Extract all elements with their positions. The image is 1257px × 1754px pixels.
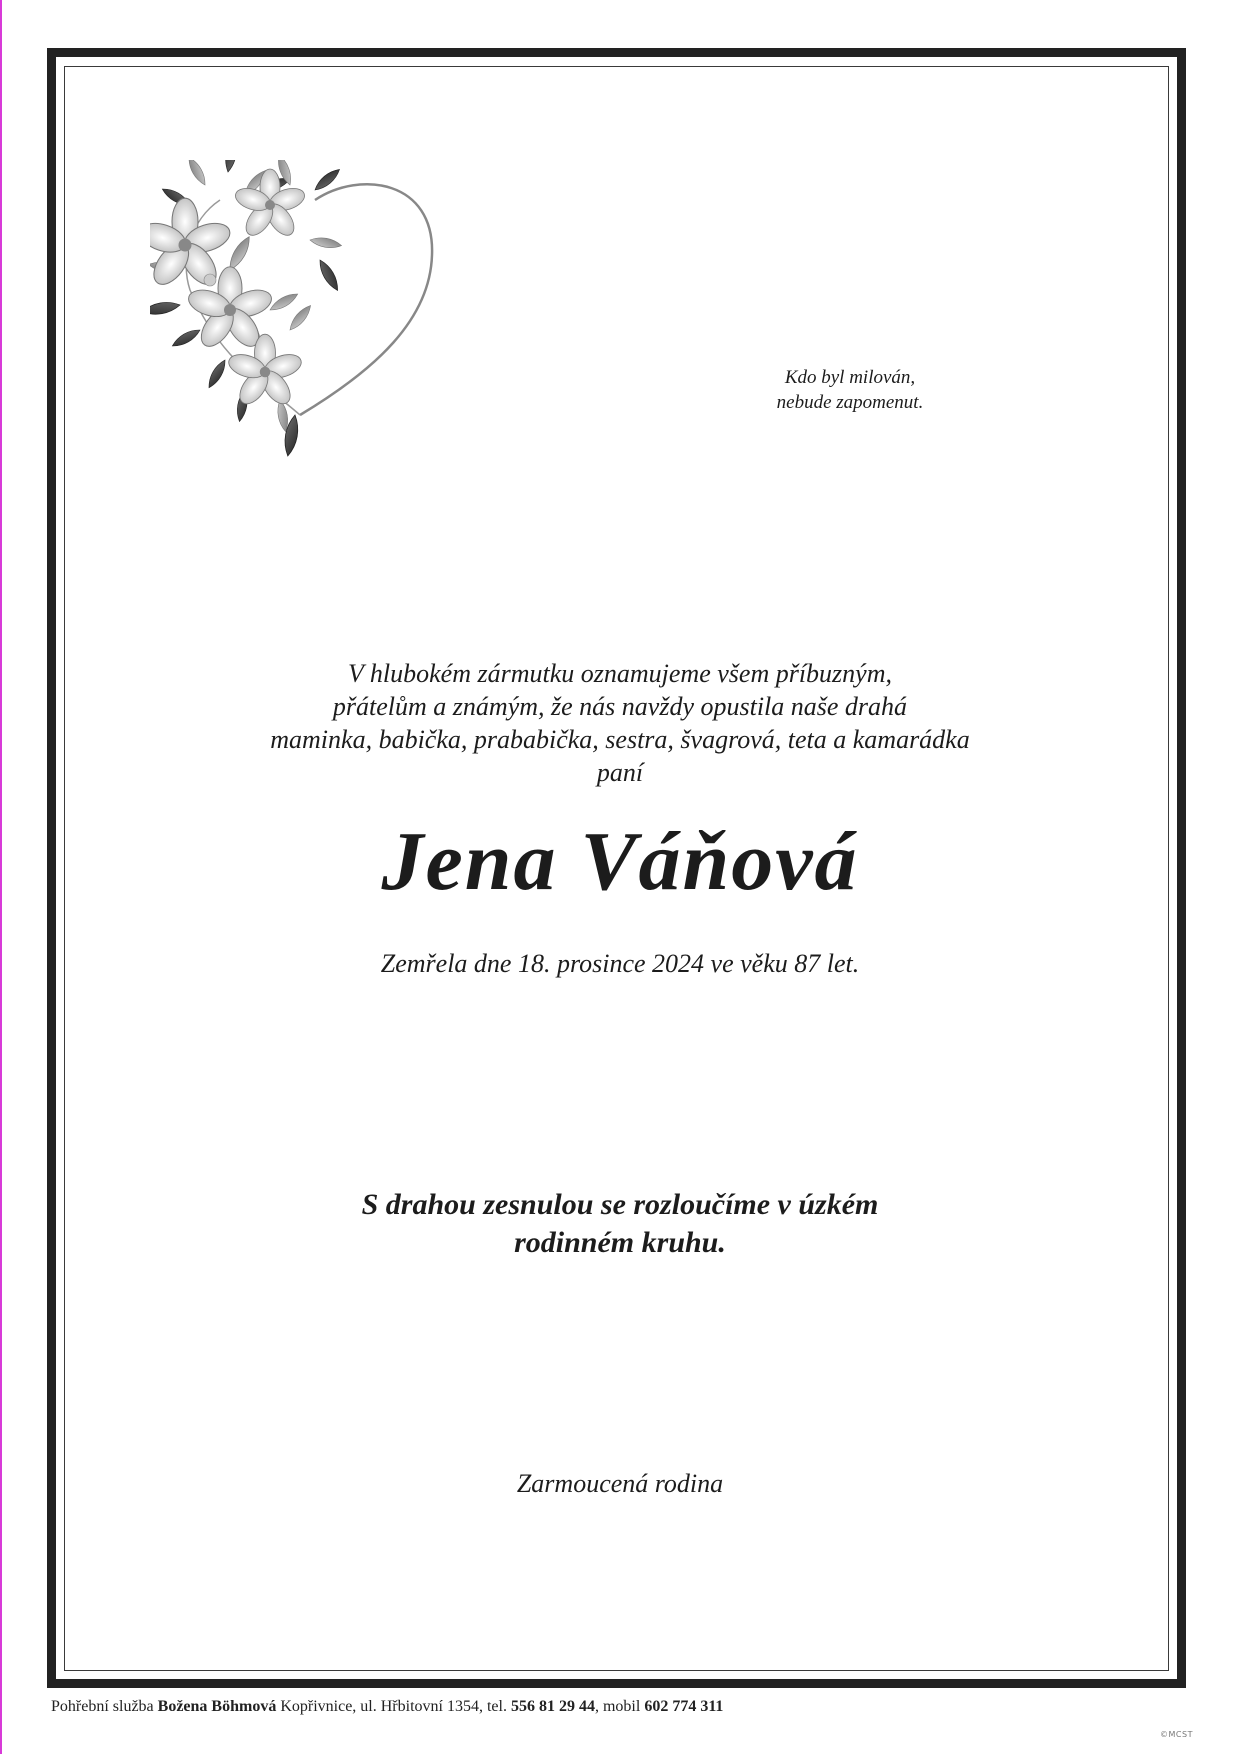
footer-company: Božena Böhmová	[157, 1698, 277, 1715]
footer-prefix: Pohřební služba	[51, 1698, 158, 1715]
funeral-service-footer	[51, 1697, 1051, 1717]
footer-mobile-label: , mobil	[594, 1698, 645, 1715]
footer-phone: 556 81 29 44	[510, 1698, 595, 1715]
page-edge-stripe	[0, 0, 2, 1754]
announcement-line: paní	[596, 758, 644, 787]
announcement-line: maminka, babička, prababička, sestra, švagrová, teta a kamarádka	[270, 725, 970, 754]
motto-line: Kdo byl milován,	[784, 367, 916, 388]
footer-address: Kopřivnice, ul. Hřbitovní 1354, tel.	[276, 1698, 511, 1715]
motto	[700, 365, 1000, 415]
farewell-notice	[150, 1186, 1090, 1262]
farewell-line: S drahou zesnulou se rozloučíme v úzkém	[361, 1188, 879, 1221]
footer-mobile: 602 774 311	[644, 1698, 724, 1715]
floral-heart-icon	[150, 160, 490, 520]
copyright-mark: ©MCST	[1160, 1730, 1193, 1739]
announcement-text	[150, 657, 1090, 789]
announcement-line: V hlubokém zármutku oznamujeme všem příbuzným,	[348, 659, 892, 688]
family-signature: Zarmoucená rodina	[516, 1469, 724, 1498]
deceased-name: Jena Váňová	[381, 815, 859, 908]
death-date-line: Zemřela dne 18. prosince 2024 ve věku 87 let.	[380, 949, 860, 978]
announcement-line: přátelům a známým, že nás navždy opustila naše drahá	[332, 692, 908, 721]
motto-line: nebude zapomenut.	[776, 392, 924, 413]
farewell-line: rodinném kruhu.	[514, 1226, 726, 1259]
